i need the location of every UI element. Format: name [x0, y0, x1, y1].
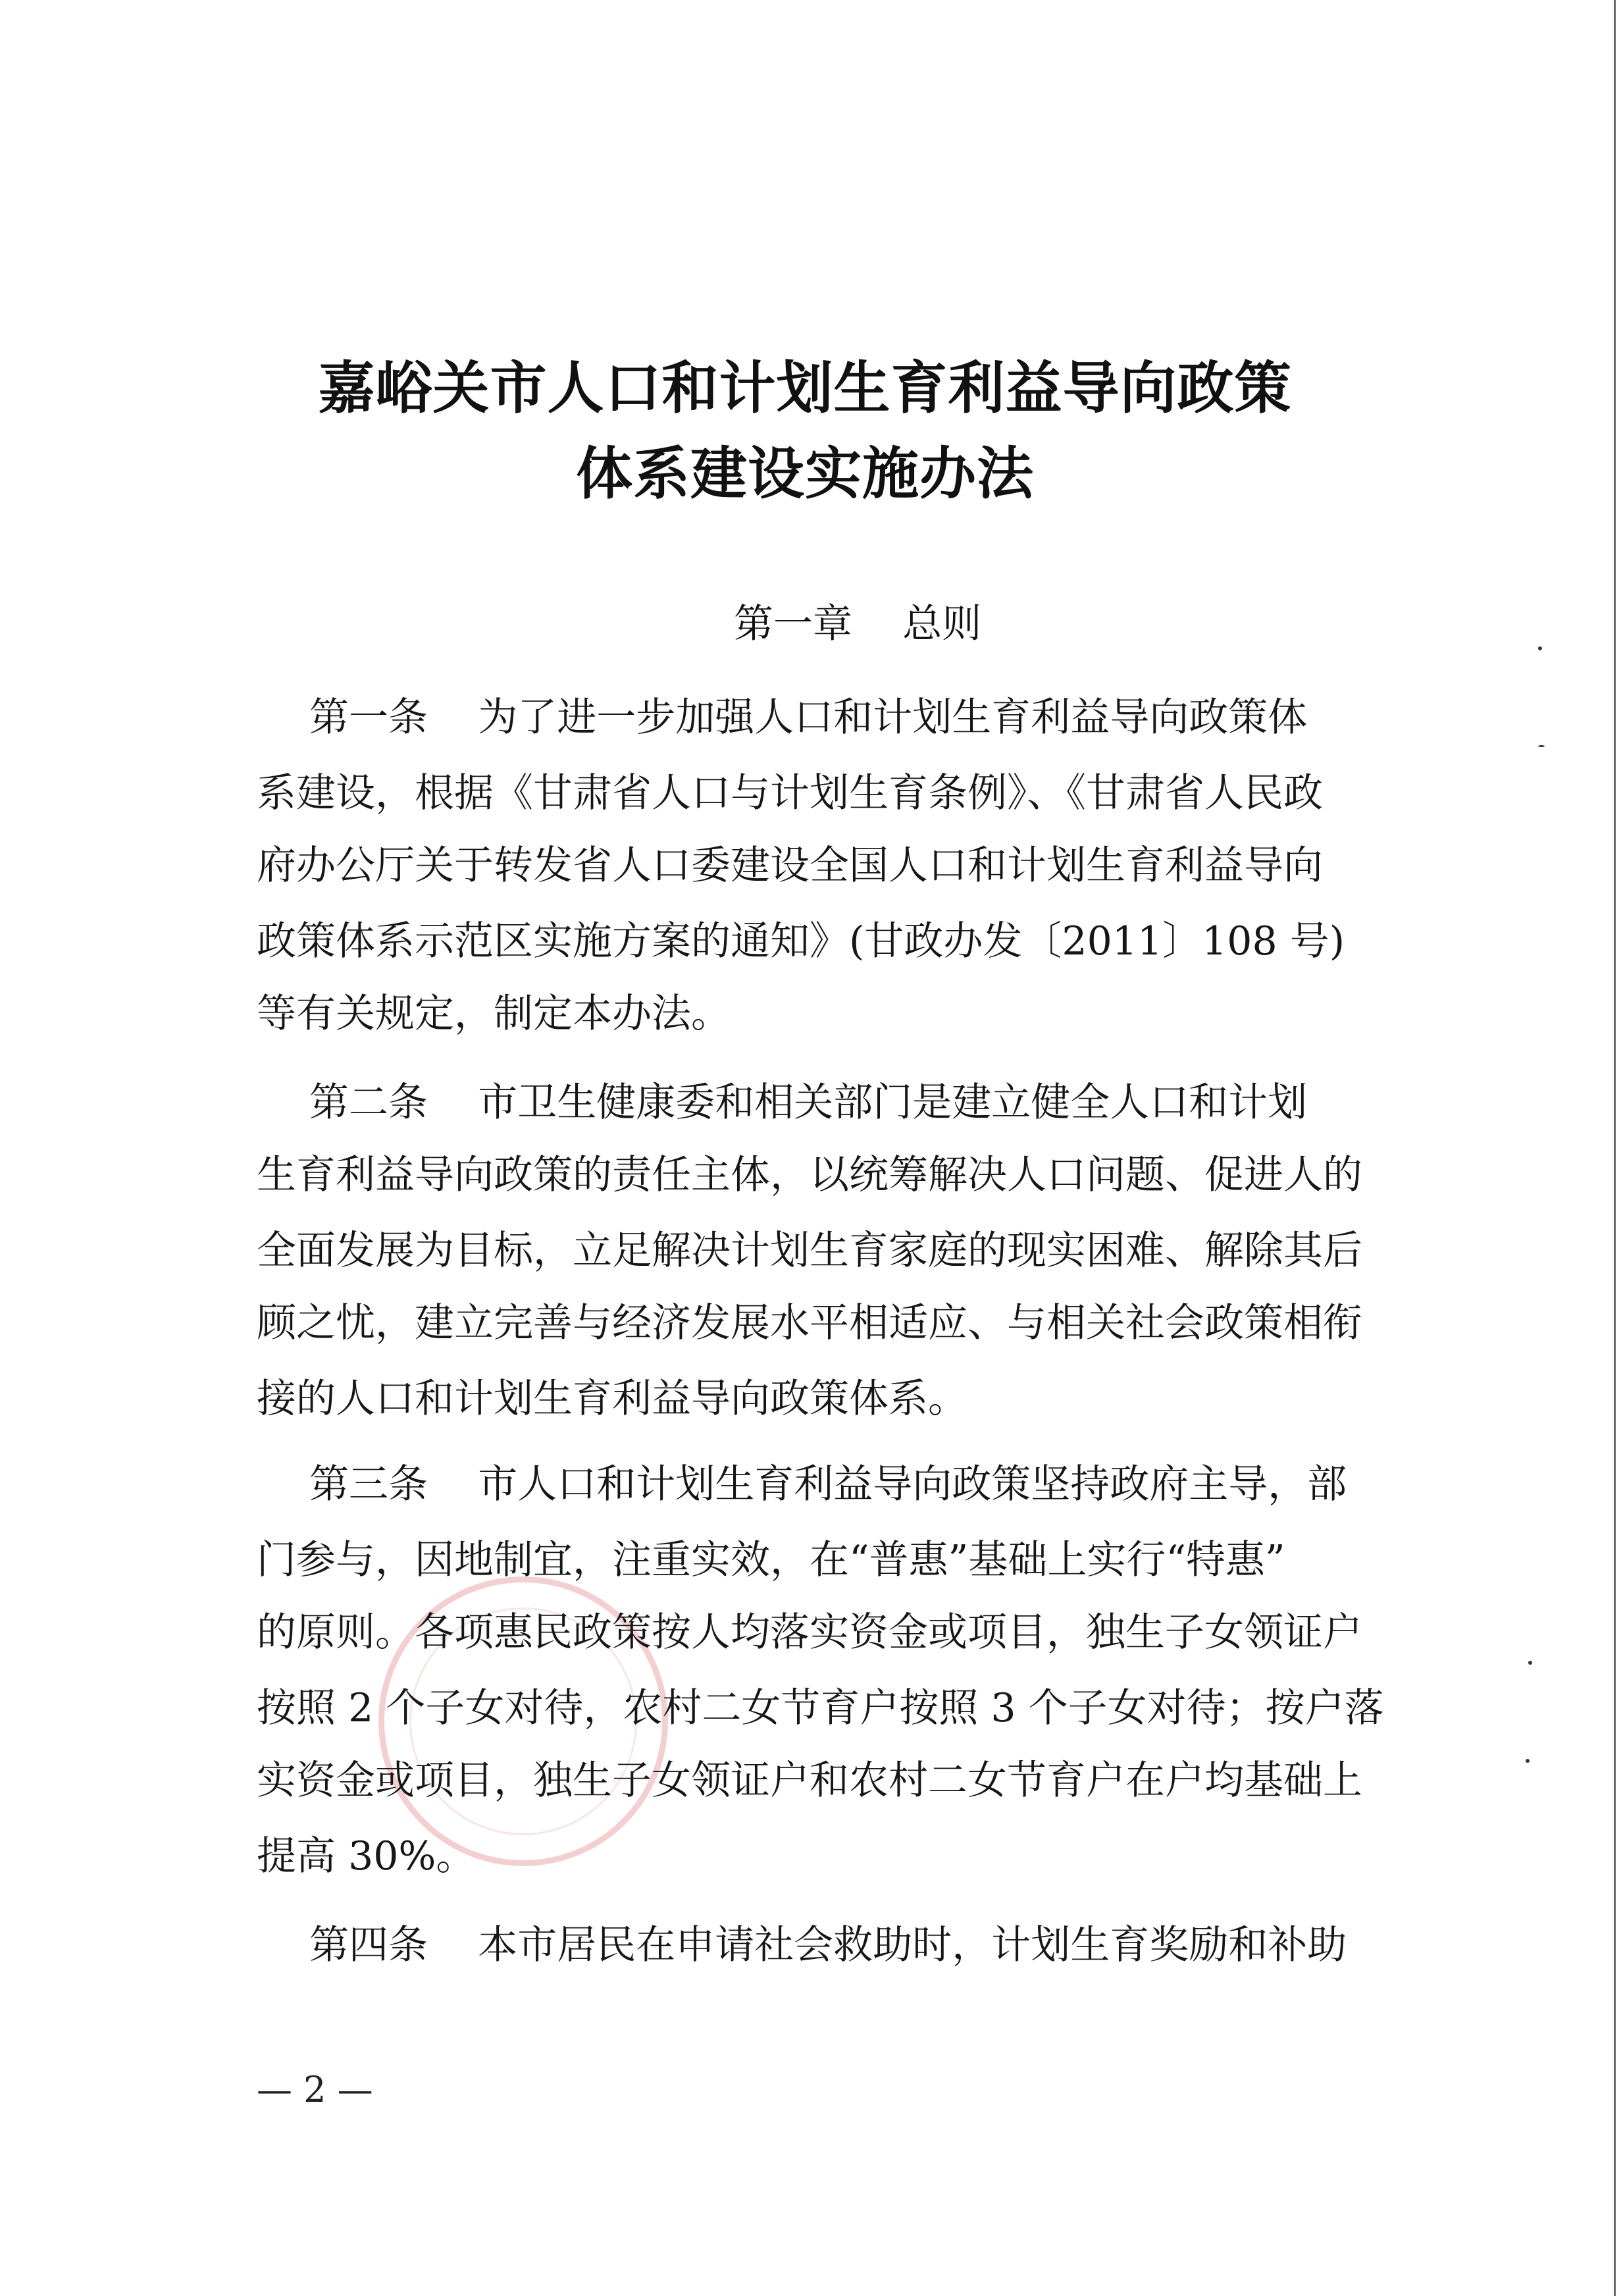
page-number: — 2 — [257, 2069, 373, 2110]
line-text: 政策体系示范区实施方案的通知》(甘政办发〔2011〕108 号) [257, 918, 1345, 964]
paragraph-line [257, 767, 1323, 820]
scan-edge [1614, 0, 1616, 2296]
line-text: 府办公厅关于转发省人口委建设全国人口和计划生育利益导向 [257, 843, 1323, 889]
article-first-line [309, 1458, 1347, 1511]
document-title-line2: 体系建设实施办法 [576, 440, 1034, 507]
scan-speck [1528, 1661, 1532, 1665]
paragraph-line [257, 1297, 1362, 1349]
line-text: 提高 30%。 [257, 1833, 476, 1879]
paragraph-line [257, 1754, 1362, 1807]
scan-speck [1526, 1759, 1530, 1763]
scan-speck [1538, 646, 1542, 650]
article-first-line [309, 1919, 1347, 1971]
line-text: 本市居民在申请社会救助时，计划生育奖励和补助 [428, 1922, 1347, 1968]
paragraph-line [257, 1830, 475, 1883]
paragraph-line [257, 839, 1323, 892]
line-text: 系建设，根据《甘肃省人口与计划生育条例》、《甘肃省人民政 [257, 770, 1323, 816]
line-text: 按照 2 个子女对待，农村二女节育户按照 3 个子女对待；按户落 [257, 1685, 1384, 1731]
line-text: 等有关规定，制定本办法。 [257, 991, 731, 1037]
line-text: 市卫生健康委和相关部门是建立健全人口和计划 [428, 1080, 1308, 1126]
line-text: 接的人口和计划生育利益导向政策体系。 [257, 1376, 967, 1422]
article-number: 第三条 [309, 1461, 428, 1507]
chapter-heading: 第一章 总则 [734, 601, 982, 647]
paragraph-line [257, 1606, 1362, 1659]
line-text: 门参与，因地制宜，注重实效，在“普惠”基础上实行“特惠” [257, 1537, 1285, 1583]
paragraph-line [257, 1149, 1362, 1201]
paragraph-line [257, 1682, 1384, 1735]
line-text: 顾之忧，建立完善与经济发展水平相适应、与相关社会政策相衔 [257, 1300, 1362, 1346]
article-number: 第一条 [309, 694, 428, 741]
article-number: 第二条 [309, 1080, 428, 1126]
line-text: 为了进一步加强人口和计划生育利益导向政策体 [428, 694, 1308, 741]
line-text: 市人口和计划生育利益导向政策坚持政府主导，部 [428, 1461, 1347, 1507]
article-first-line [309, 691, 1307, 744]
line-text: 的原则。各项惠民政策按人均落实资金或项目，独生子女领证户 [257, 1609, 1362, 1656]
scan-speck [1538, 745, 1545, 747]
paragraph-line [257, 987, 731, 1040]
line-text: 生育利益导向政策的责任主体，以统筹解决人口问题、促进人的 [257, 1152, 1362, 1198]
article-first-line [309, 1076, 1307, 1129]
article-number: 第四条 [309, 1922, 428, 1968]
paragraph-line [257, 915, 1345, 968]
document-title-line1: 嘉峪关市人口和计划生育利益导向政策 [318, 355, 1292, 421]
line-text: 实资金或项目，独生子女领证户和农村二女节育户在户均基础上 [257, 1758, 1362, 1804]
line-text: 全面发展为目标，立足解决计划生育家庭的现实困难、解除其后 [257, 1228, 1362, 1274]
paragraph-line [257, 1372, 967, 1425]
paragraph-line [257, 1224, 1362, 1277]
paragraph-line [257, 1534, 1285, 1586]
